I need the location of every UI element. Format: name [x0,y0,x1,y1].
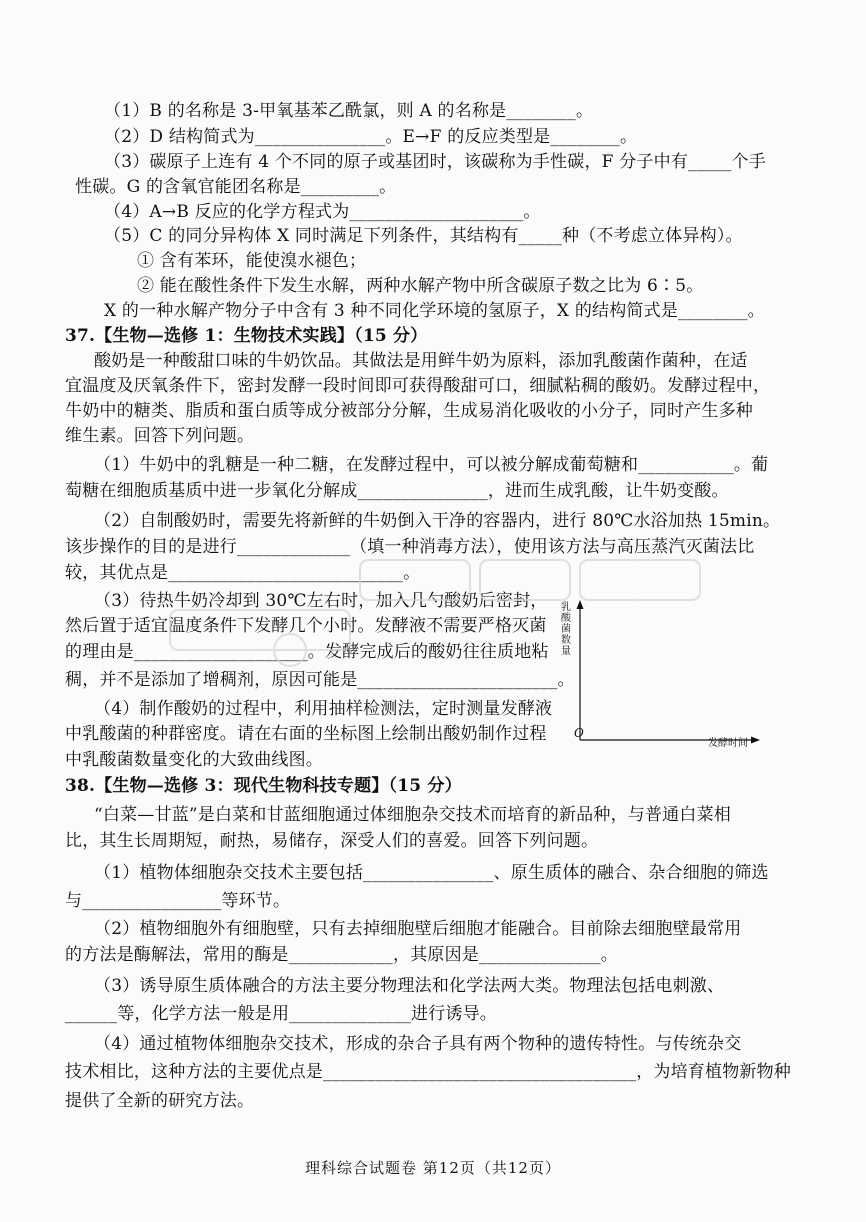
text-line: 维生素。回答下列问题。 [65,426,255,446]
text-line: 较，其优点是___________________________。 [65,563,421,583]
x-axis-label: 发酵时间 [708,738,748,749]
text-line: 该步操作的目的是进行_____________（填一种消毒方法），使用该方法与高压蒸汽灭菌法比 [65,537,755,557]
text-line: 的方法是酶解法，常用的酶是____________，其原因是______________。 [65,945,618,965]
text-line: （3）待热牛奶冷却到 30℃左右时，加入几勺酸奶后密封， [94,591,548,611]
text-line: 的理由是____________________。发酵完成后的酸奶往往质地粘 [65,642,549,662]
y-axis-label: 乳酸菌数量 [561,602,571,657]
text-line: 萄糖在细胞质基质中进一步氧化分解成_______________，进而生成乳酸，让牛奶变酸。 [65,481,729,501]
page-footer: 理科综合试题卷 第12页（共12页） [305,1159,561,1177]
text-line: ① 含有苯环，能使溴水褪色； [137,251,367,271]
text-line: 比，其生长周期短，耐热，易储存，深受人们的喜爱。回答下列问题。 [65,831,599,851]
text-line: 中乳酸菌数量变化的大致曲线图。 [65,750,323,770]
text-line: 提供了全新的研究方法。 [65,1091,255,1111]
x-axis-arrow-icon [751,737,760,744]
text-line: （4）制作酸奶的过程中，利用抽样检测法，定时测量发酵液 [94,699,553,719]
section-heading: 37.【生物—选修 1：生物技术实践】（15 分） [65,326,428,346]
text-line: ② 能在酸性条件下发生水解，两种水解产物中所含碳原子数之比为 6∶5。 [137,276,704,296]
section-heading: 38.【生物—选修 3：现代生物科技专题】（15 分） [65,776,462,796]
blank-coordinate-chart[interactable] [560,600,760,750]
text-line: X 的一种水解产物分子中含有 3 种不同化学环境的氢原子，X 的结构简式是________。 [104,301,765,321]
text-line: 与________________等环节。 [65,891,291,911]
text-line: （1）B 的名称是 3-甲氧基苯乙酰氯，则 A 的名称是________。 [104,101,594,121]
text-line: （2）D 结构简式为_______________。E→F 的反应类型是________。 [104,127,638,147]
origin-label: O [574,726,584,740]
text-line: （1）植物体细胞杂交技术主要包括_______________、原生质体的融合、杂合细胞的筛选 [94,863,769,883]
text-line: （4）A→B 反应的化学方程式为____________________。 [104,202,541,222]
text-line: 酸奶是一种酸甜口味的牛奶饮品。其做法是用鲜牛奶为原料，添加乳酸菌作菌种，在适 [94,351,748,371]
chart-axes [560,600,760,750]
text-line: “白菜—甘蓝”是白菜和甘蓝细胞通过体细胞杂交技术而培育的新品种，与普通白菜相 [94,805,731,825]
text-line: （5）C 的同分异构体 X 同时满足下列条件，其结构有_____种（不考虑立体异构）。 [104,226,743,246]
text-line: 然后置于适宜温度条件下发酵几个小时。发酵液不需要严格灭菌 [65,616,547,636]
text-line: 技术相比，这种方法的主要优点是____________________________________，为培育植物新物种 [65,1062,791,1082]
y-axis-arrow-icon [577,600,584,609]
text-line: 中乳酸菌的种群密度。请在右面的坐标图上绘制出酸奶制作过程 [65,724,547,744]
text-line: （1）牛奶中的乳糖是一种二糖，在发酵过程中，可以被分解成葡萄糖和___________。葡 [94,455,769,475]
text-line: （2）植物细胞外有细胞壁，只有去掉细胞壁后细胞才能融合。目前除去细胞壁最常用 [94,919,742,939]
text-line: （4）通过植物体细胞杂交技术，形成的杂合子具有两个物种的遗传特性。与传统杂交 [94,1034,742,1054]
text-line: 性碳。G 的含氧官能团名称是_________。 [75,177,397,197]
text-line: ______等，化学方法一般是用______________进行诱导。 [65,1004,497,1024]
text-line: （2）自制酸奶时，需要先将新鲜的牛奶倒入干净的容器内，进行 80℃水浴加热 15min。 [94,511,781,531]
text-line: （3）诱导原生质体融合的方法主要分物理法和化学法两大类。物理法包括电刺激、 [94,976,725,996]
text-line: 稠，并不是添加了增稠剂，原因可能是_______________________。 [65,670,575,690]
text-line: （3）碳原子上连有 4 个不同的原子或基团时，该碳称为手性碳，F 分子中有_____个手 [104,152,766,172]
text-line: 牛奶中的糖类、脂质和蛋白质等成分被部分分解，生成易消化吸收的小分子，同时产生多种 [65,401,753,421]
text-line: 宜温度及厌氧条件下，密封发酵一段时间即可获得酸甜可口，细腻粘稠的酸奶。发酵过程中， [65,376,771,396]
